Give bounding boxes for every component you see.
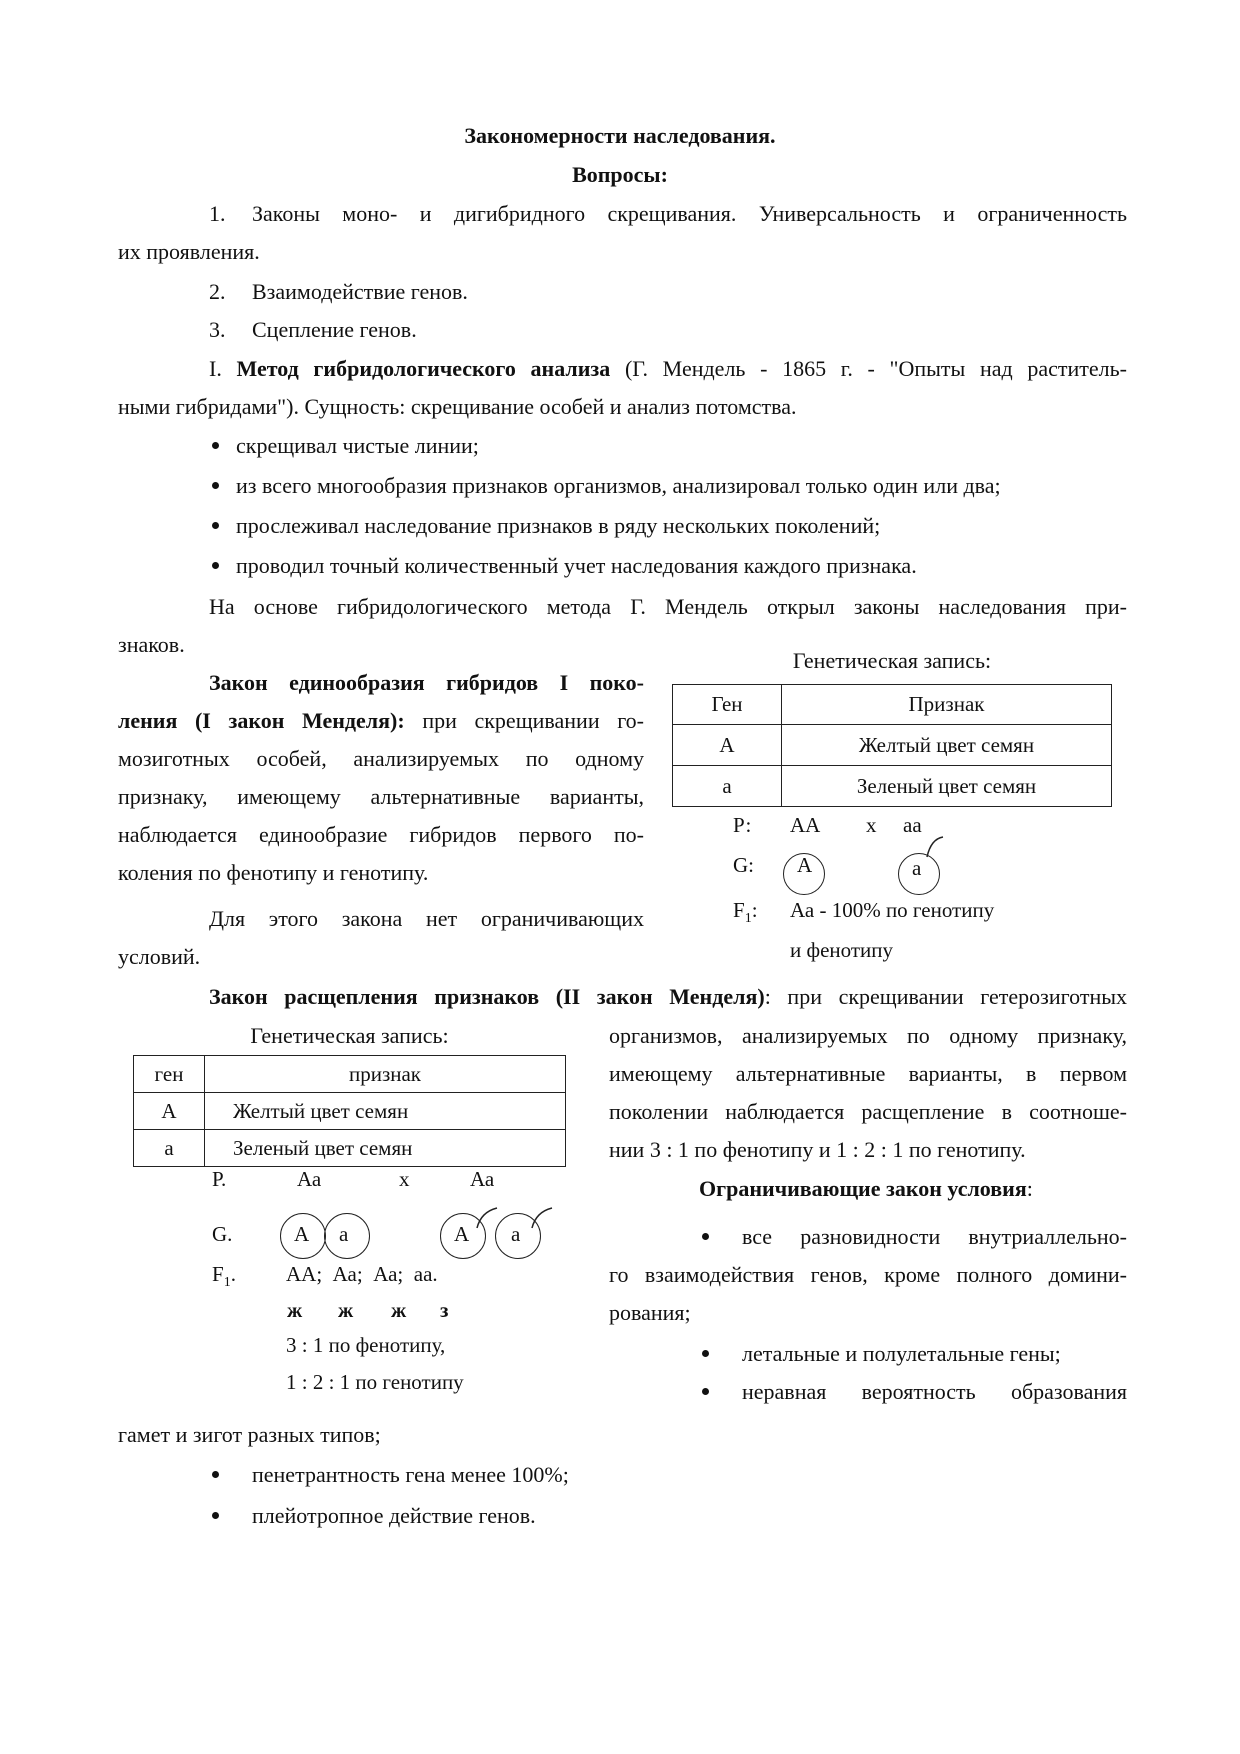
bullet-icon <box>212 562 219 569</box>
limits-item-2: летальные и полулетальные гены; <box>742 1341 1061 1366</box>
method-bullet-4: проводил точный количественный учет наследования каждого признака. <box>236 553 917 578</box>
question-1-text-cont: их проявления. <box>118 239 260 264</box>
record1-cell: Желтый цвет семян <box>782 725 1112 766</box>
limits-heading-colon: : <box>1026 1176 1033 1201</box>
record1-f-label <box>733 898 758 927</box>
record2-table <box>133 1055 566 1167</box>
method-line-2: ными гибридами"). Сущность: скрещивание особей и анализ потомства. <box>118 394 797 419</box>
question-1-number: 1. <box>209 201 226 226</box>
mendel-intro-line-2: знаков. <box>118 632 185 657</box>
limits-item-5: плейотропное действие генов. <box>252 1503 536 1528</box>
record1-caption: Генетическая запись: <box>792 648 992 673</box>
curved-tick-icon <box>475 1206 505 1231</box>
record1-cell: а <box>673 766 782 807</box>
law2-title-line <box>209 978 1127 1015</box>
limits-item-4: пенетрантность гена менее 100%; <box>252 1462 569 1487</box>
record2-caption: Генетическая запись: <box>250 1023 449 1048</box>
method-bullet-1: скрещивал чистые линии; <box>236 433 479 458</box>
questions-heading: Вопросы: <box>572 162 668 187</box>
record1-p-cross: х <box>866 813 877 837</box>
record1-gamete-2: а <box>912 856 922 880</box>
record2-phenotype: з <box>440 1298 449 1322</box>
law2-line: поколении наблюдается расщепление в соотноше- <box>609 1099 1127 1124</box>
law1-line: наблюдается единообразие гибридов первого по- <box>118 822 644 847</box>
method-bullet-2: из всего многообразия признаков организмов, анализировал только один или два; <box>236 473 1001 498</box>
question-2-number: 2. <box>209 279 226 304</box>
law1-title-line-2 <box>118 702 644 739</box>
limits-item-1-line-3: рования; <box>609 1300 691 1325</box>
mendel-intro-line-1: На основе гибридологического метода Г. Мендель открыл законы наследования при- <box>209 594 1127 619</box>
record1-f-text-1: Аа - 100% по генотипу <box>790 898 995 922</box>
bullet-icon <box>212 522 219 529</box>
bullet-icon <box>212 442 219 449</box>
limits-item-3-line-2: гамет и зигот разных типов; <box>118 1422 381 1447</box>
law1-title-rest: при скрещивании го- <box>404 708 645 733</box>
limits-heading <box>699 1170 1033 1207</box>
method-prefix: I. <box>209 356 222 381</box>
record2-cell: Желтый цвет семян <box>205 1093 566 1130</box>
bullet-icon <box>702 1350 709 1357</box>
record2-ratio-genotype: 1 : 2 : 1 по генотипу <box>286 1370 464 1394</box>
record2-gamete: а <box>339 1222 349 1246</box>
question-3-number: 3. <box>209 317 226 342</box>
record1-g-label: G: <box>733 853 754 877</box>
limits-heading-text: Ограничивающие закон условия <box>699 1176 1027 1201</box>
record1-p-label: Р: <box>733 813 752 837</box>
record1-f-colon: : <box>751 898 758 922</box>
record2-ratio-phenotype: 3 : 1 по фенотипу, <box>286 1333 446 1357</box>
bullet-icon <box>212 482 219 489</box>
record2-g-label: G. <box>212 1222 233 1246</box>
record2-p-cross: х <box>399 1167 410 1191</box>
law1-line: признаку, имеющему альтернативные варианты, <box>118 784 644 809</box>
record1-p-parent1: АА <box>790 813 821 837</box>
record2-p-parent1: Аа <box>297 1167 322 1191</box>
bullet-icon <box>212 1471 219 1478</box>
record2-f-sub: 1 <box>223 1275 231 1291</box>
method-title: Метод гибридологического анализа <box>236 356 611 381</box>
record1-f-letter: F <box>733 898 745 922</box>
law2-title-bold: Закон расщепления признаков (II закон Менделя) <box>209 984 765 1009</box>
record1-gamete-1: А <box>797 853 813 877</box>
record2-gamete: А <box>454 1222 470 1246</box>
record2-f-genotypes: АА; Аа; Аа; аа. <box>286 1262 438 1286</box>
law1-line: мозиготных особей, анализируемых по одному <box>118 746 644 771</box>
record2-cell: Зеленый цвет семян <box>205 1130 566 1167</box>
record2-header-trait: признак <box>205 1056 566 1093</box>
law2-line: имеющему альтернативные варианты, в первом <box>609 1061 1127 1086</box>
law1-title-line-1: Закон единообразия гибридов I поко- <box>209 670 644 695</box>
law2-line: организмов, анализируемых по одному признаку, <box>609 1023 1127 1048</box>
bullet-icon <box>212 1512 219 1519</box>
bullet-icon <box>702 1233 709 1240</box>
record1-header-trait: Признак <box>782 685 1112 725</box>
law1-title-bold: ления (I закон Менделя): <box>118 708 405 733</box>
record2-p-label: Р. <box>212 1167 227 1191</box>
method-line1-rest: (Г. Мендель - 1865 г. - "Опыты над раститель- <box>610 356 1128 381</box>
record2-phenotype: ж <box>338 1298 354 1322</box>
method-line-1 <box>209 350 1127 387</box>
record2-f-letter: F <box>212 1262 224 1286</box>
curved-tick-icon <box>925 835 955 860</box>
page-title: Закономерности наследования. <box>464 123 776 148</box>
record1-header-gene: Ген <box>673 685 782 725</box>
record1-f-sub: 1 <box>744 911 752 927</box>
record2-gamete: А <box>294 1222 310 1246</box>
limits-item-1-line-1: все разновидности внутриаллельно- <box>742 1224 1127 1249</box>
law1-line: коления по фенотипу и генотипу. <box>118 860 429 885</box>
law2-line: нии 3 : 1 по фенотипу и 1 : 2 : 1 по генотипу. <box>609 1137 1026 1162</box>
record2-header-gene: ген <box>134 1056 205 1093</box>
curved-tick-icon <box>530 1206 560 1231</box>
record1-p-parent2: аа <box>903 813 922 837</box>
record2-p-parent2: Аа <box>470 1167 495 1191</box>
law1-no-limits-line-1: Для этого закона нет ограничивающих <box>209 906 644 931</box>
record1-cell: Зеленый цвет семян <box>782 766 1112 807</box>
bullet-icon <box>702 1388 709 1395</box>
question-3-text: Сцепление генов. <box>252 317 417 342</box>
law2-title-rest: : при скрещивании гетерозиготных <box>764 984 1128 1009</box>
question-2-text: Взаимодействие генов. <box>252 279 468 304</box>
law1-no-limits-line-2: условий. <box>118 944 201 969</box>
question-1-text: Законы моно- и дигибридного скрещивания. Универсальность и ограниченность <box>252 201 1127 226</box>
method-bullet-3: прослеживал наследование признаков в ряду нескольких поколений; <box>236 513 881 538</box>
record2-phenotype: ж <box>287 1298 303 1322</box>
record1-cell: А <box>673 725 782 766</box>
record2-phenotype: ж <box>391 1298 407 1322</box>
record2-gamete: а <box>511 1222 521 1246</box>
record1-table <box>672 684 1112 807</box>
record2-cell: А <box>134 1093 205 1130</box>
record2-f-label <box>212 1262 236 1291</box>
limits-item-3-line-1: неравная вероятность образования <box>742 1379 1127 1404</box>
record2-cell: а <box>134 1130 205 1167</box>
record1-f-text-2: и фенотипу <box>790 938 894 962</box>
limits-item-1-line-2: го взаимодействия генов, кроме полного домини- <box>609 1262 1127 1287</box>
record2-f-dot: . <box>230 1262 236 1286</box>
